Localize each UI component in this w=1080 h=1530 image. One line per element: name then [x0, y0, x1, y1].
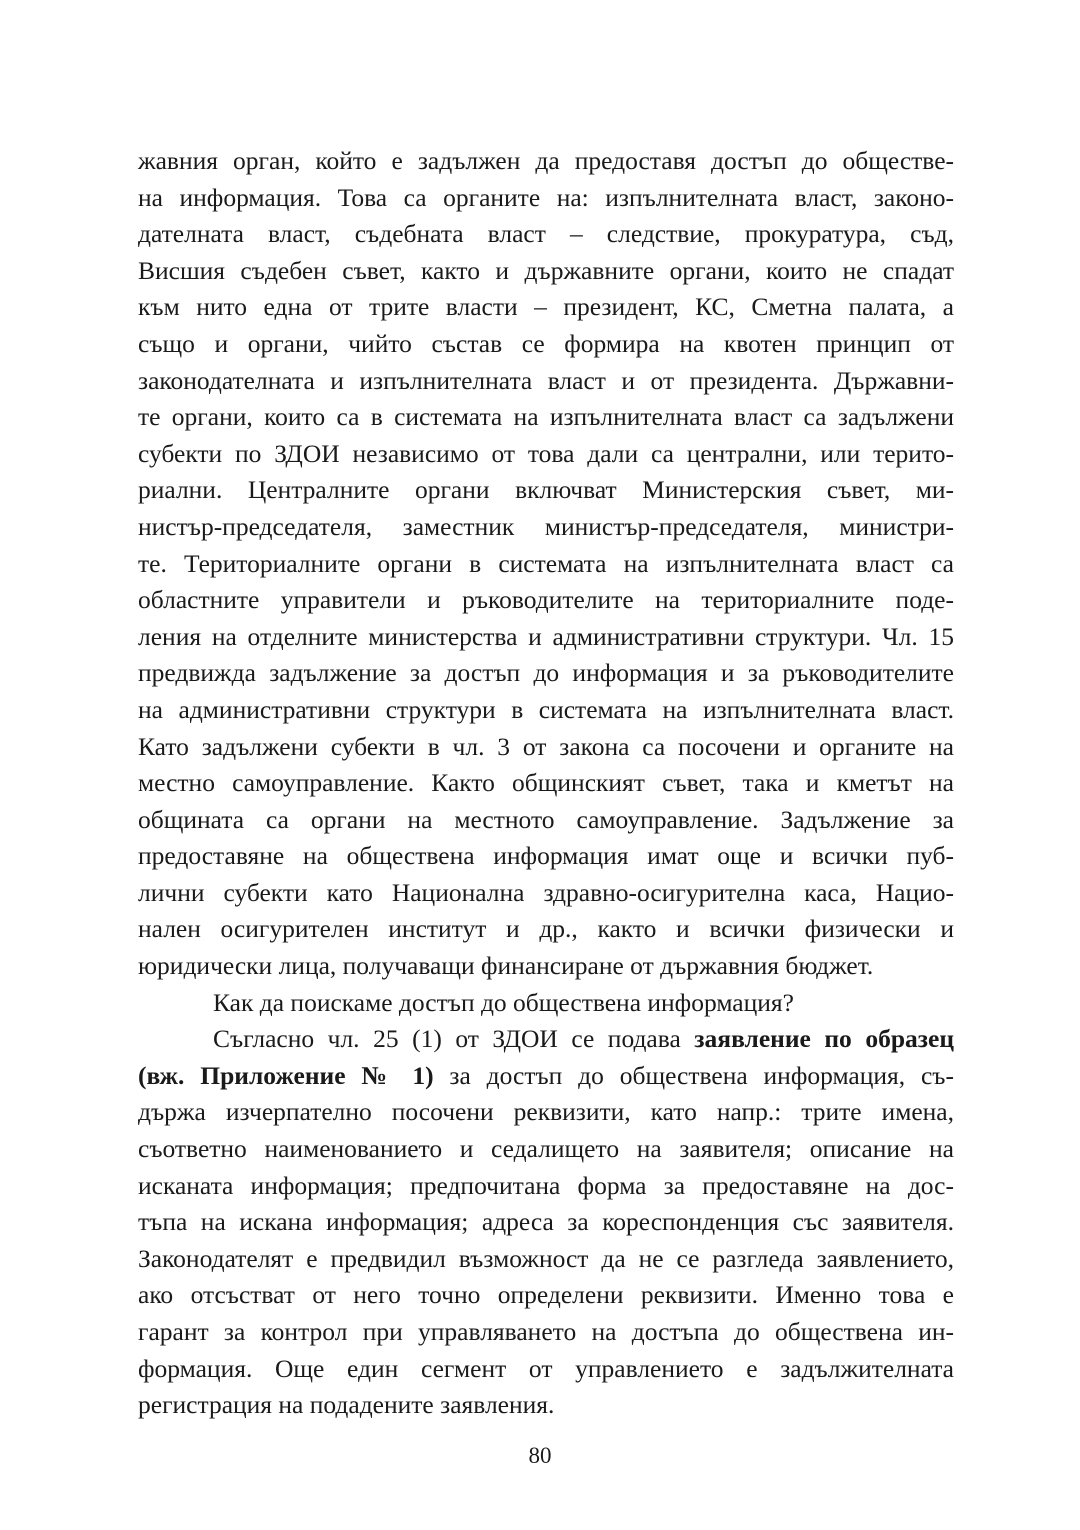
text-line: Законодателят е предвидил възможност да не се разгледа заявлението, [138, 1243, 954, 1273]
text-line: субекти по ЗДОИ независимо от това дали са централни, или терито- [138, 438, 954, 468]
text-line: към нито една от трите власти – президент, КС, Сметна палата, а [138, 292, 954, 322]
bold-term: заявление по образец [694, 1024, 955, 1054]
text-line: предоставяне на обществена информация имат още и всички пуб- [138, 841, 954, 871]
text-line: общината са органи на местното самоуправление. Задължение за [138, 804, 954, 834]
text-line: Като задължени субекти в чл. 3 от закона са посочени и органите на [138, 731, 954, 761]
text-line: юридически лица, получаващи финансиране от държавния бюджет. [138, 951, 874, 981]
text-line: местно самоуправление. Както общинският съвет, така и кметът на [138, 768, 954, 798]
text-line: нистър-председателя, заместник министър-председателя, министри- [138, 511, 954, 541]
page-body [138, 143, 954, 1424]
text-line: областните управители и ръководителите на териториалните поде- [138, 585, 954, 615]
text-line: на информация. Това са органите на: изпълнителната власт, законо- [138, 182, 954, 212]
text-line: лични субекти като Национална здравно-осигурителна каса, Нацио- [138, 877, 954, 907]
bold-term: (вж. Приложение № 1) [138, 1060, 434, 1090]
text-line: ако отсъстват от него точно определени реквизити. Именно това е [138, 1280, 954, 1310]
text-line: те органи, които са в системата на изпълнителната власт са задължени [138, 402, 954, 432]
text-line: формация. Още един сегмент от управлението е задължителната [138, 1353, 954, 1383]
text-line: регистрация на подадените заявления. [138, 1390, 555, 1420]
text-line: жавния орган, който е задължен да предоставя достъп до обществе- [138, 146, 954, 175]
text-line: те. Териториалните органи в системата на изпълнителната власт са [138, 548, 954, 578]
text-line: Висшия съдебен съвет, както и държавните органи, които не спадат [138, 255, 954, 285]
text-line: тъпа на искана информация; адреса за кореспонденция със заявителя. [138, 1207, 954, 1237]
paragraph-1 [138, 143, 954, 985]
text-line: на административни структури в системата на изпълнителната власт. [138, 694, 954, 724]
text-line: предвижда задължение за достъп до информация и за ръководителите [138, 658, 954, 688]
text-run: за достъп до обществена информация, съ- [433, 1060, 954, 1090]
text-line: исканата информация; предпочитана форма за предоставяне на дос- [138, 1170, 954, 1200]
text-run: Съгласно чл. 25 (1) от ЗДОИ се подава [213, 1024, 695, 1054]
page-number: 80 [528, 1443, 552, 1468]
section-question-heading: Как да поискаме достъп до обществена информация? [213, 987, 794, 1017]
text-line: гарант за контрол при управляването на достъпа до обществена ин- [138, 1317, 954, 1346]
text-line: риални. Централните органи включват Министерския съвет, ми- [138, 475, 954, 505]
text-line: дателната власт, съдебната власт – следствие, прокуратура, съд, [138, 219, 954, 249]
text-line [138, 1058, 954, 1095]
text-line: държа изчерпателно посочени реквизити, като напр.: трите имена, [138, 1097, 954, 1127]
paragraph-2 [138, 1021, 954, 1424]
text-line: нален осигурителен институт и др., както и всички физически и [138, 914, 954, 944]
text-line: съответно наименованието и седалището на заявителя; описание на [138, 1134, 954, 1164]
text-line: законодателната и изпълнителната власт и от президента. Държавни- [138, 365, 954, 395]
text-line [138, 1021, 954, 1058]
text-line: ления на отделните министерства и административни структури. Чл. 15 [138, 621, 954, 651]
text-line: също и органи, чийто състав се формира на квотен принцип от [138, 328, 954, 358]
